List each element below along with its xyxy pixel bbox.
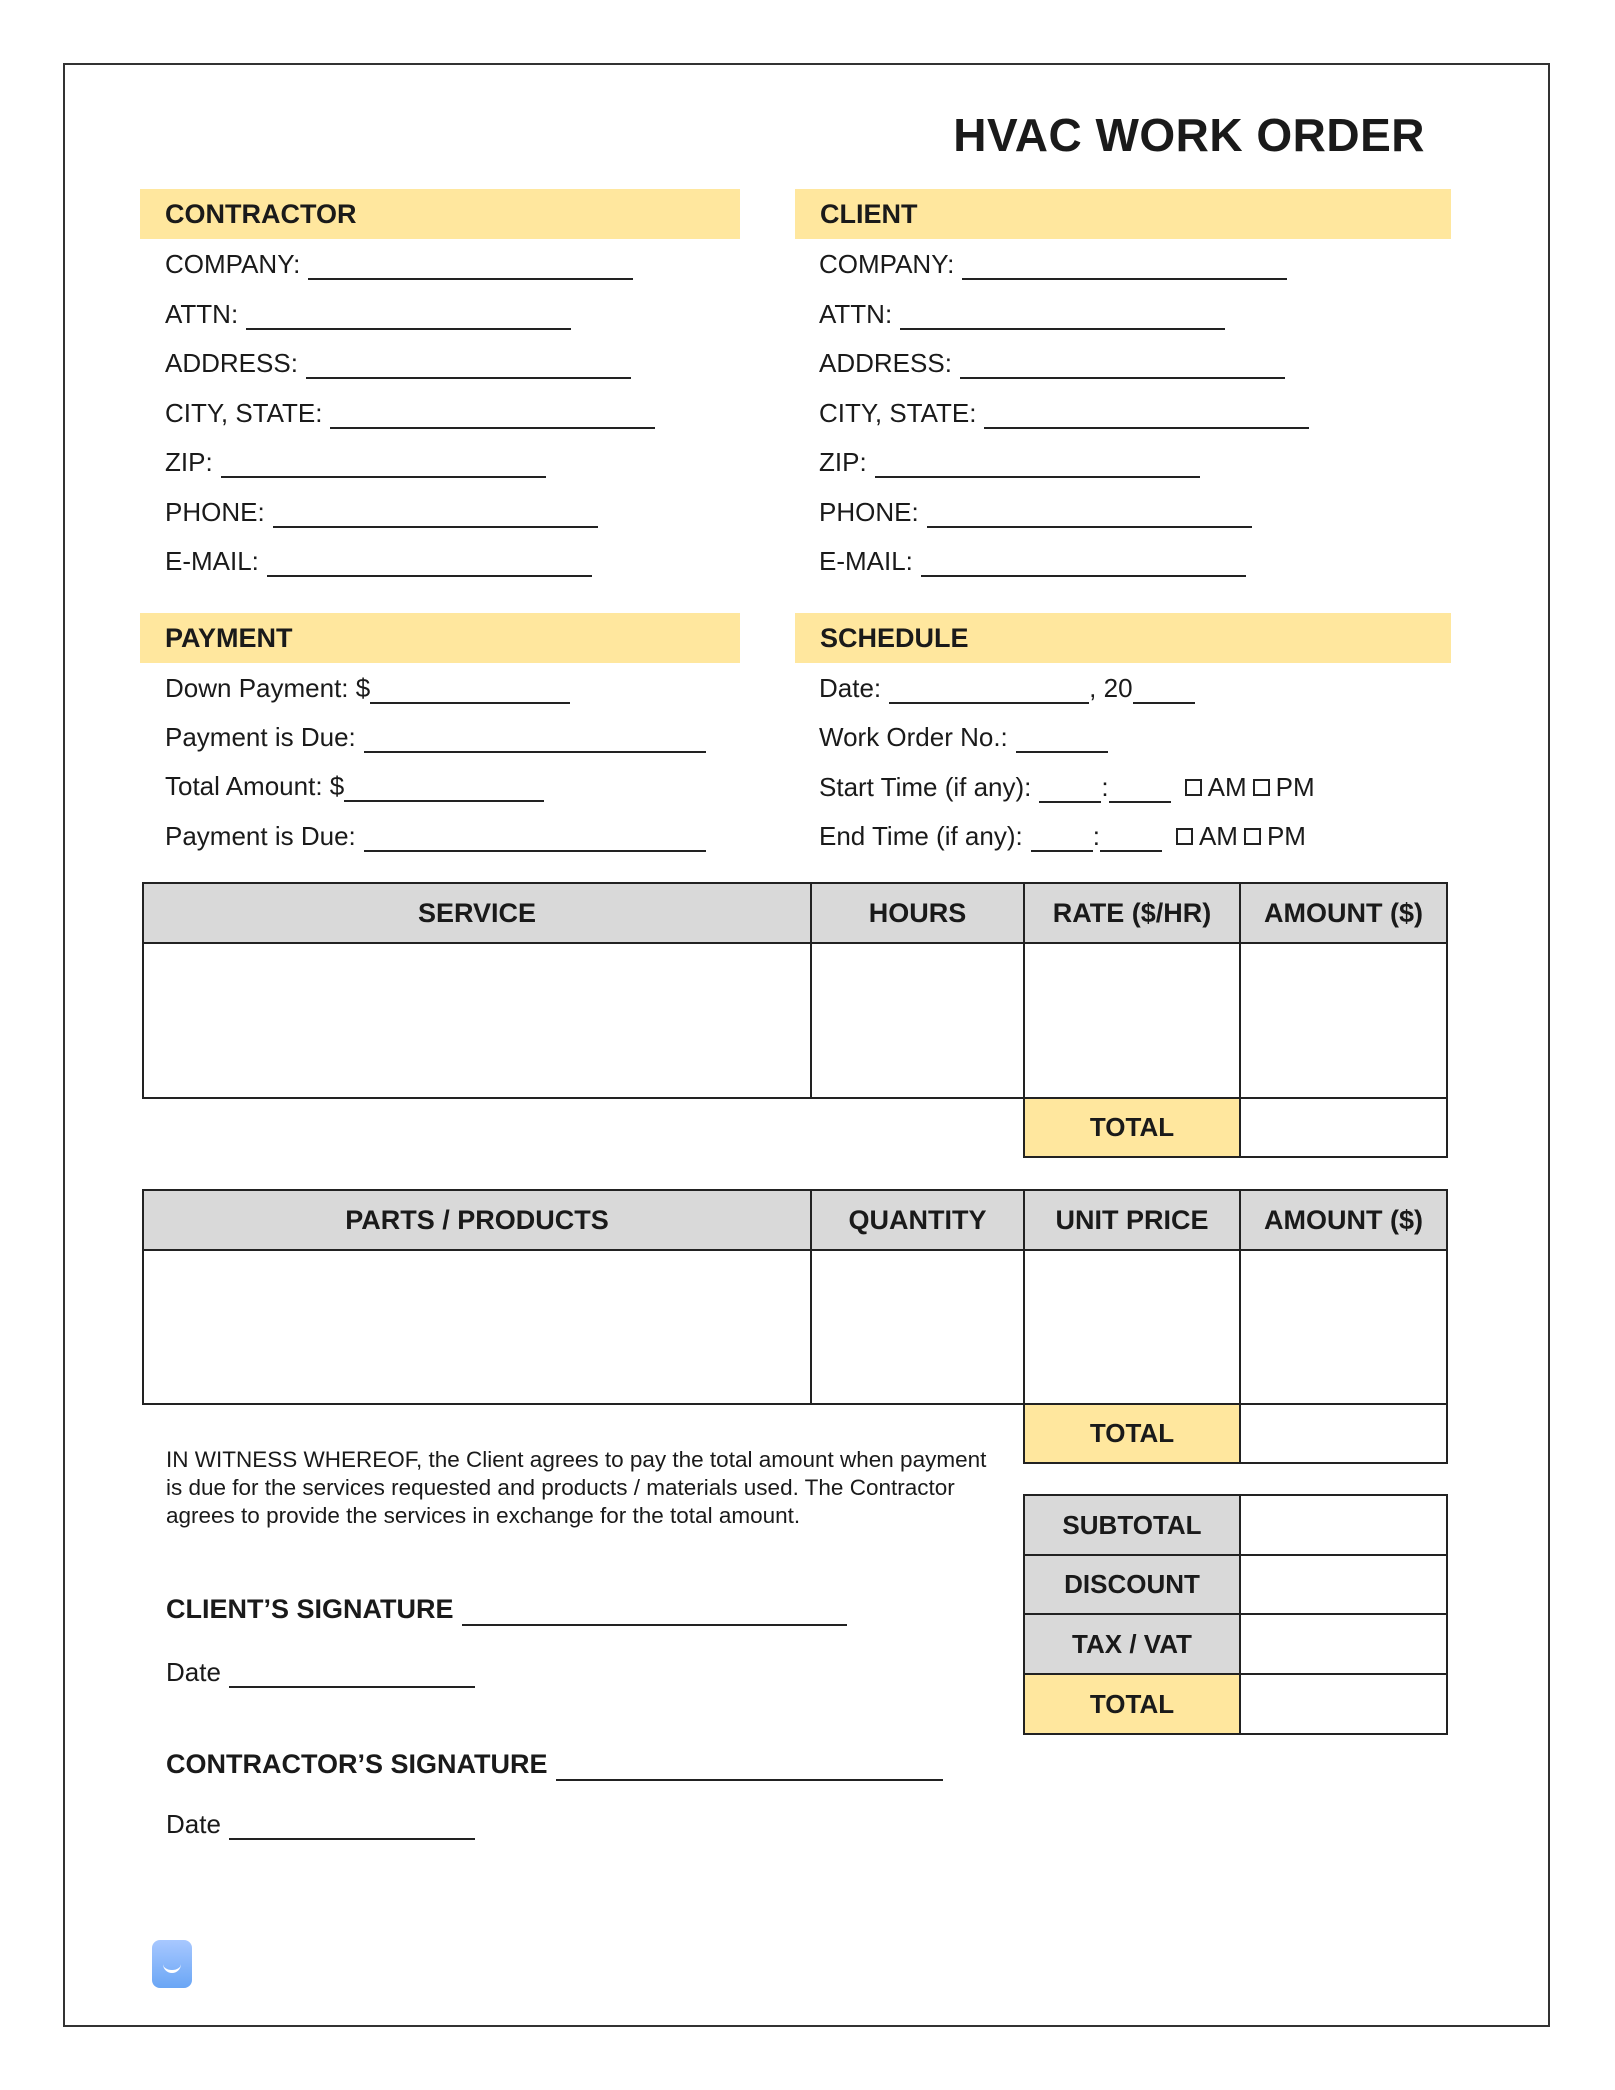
payment-due-field-1[interactable] xyxy=(165,721,706,753)
year-prefix: , 20 xyxy=(1089,673,1133,703)
field-label: COMPANY: xyxy=(165,249,301,279)
field-label: Date: xyxy=(819,673,882,703)
field-blank[interactable] xyxy=(1016,725,1108,753)
field-label: COMPANY: xyxy=(819,249,955,279)
client-date-field[interactable] xyxy=(166,1656,475,1688)
field-blank[interactable] xyxy=(960,351,1285,379)
amount-entry-cell[interactable] xyxy=(1239,942,1448,1099)
unit-price-entry-cell[interactable] xyxy=(1023,1249,1241,1405)
time-colon: : xyxy=(1101,772,1109,802)
client-attn-field[interactable] xyxy=(819,298,1225,330)
field-blank[interactable] xyxy=(962,252,1287,280)
field-blank[interactable] xyxy=(344,774,544,802)
total-amount-field[interactable] xyxy=(165,770,544,802)
hours-header: HOURS xyxy=(810,882,1025,944)
client-address-field[interactable] xyxy=(819,347,1285,379)
am-checkbox[interactable] xyxy=(1176,828,1193,845)
field-label: ZIP: xyxy=(819,447,867,477)
end-time-field[interactable] xyxy=(819,820,1306,852)
field-label: CITY, STATE: xyxy=(165,398,323,428)
field-blank[interactable] xyxy=(273,500,598,528)
field-label: PHONE: xyxy=(165,497,265,527)
parts-total-value[interactable] xyxy=(1239,1403,1448,1464)
field-label: ADDRESS: xyxy=(819,348,952,378)
hours-entry-cell[interactable] xyxy=(810,942,1025,1099)
time-colon: : xyxy=(1092,821,1100,851)
tax-value[interactable] xyxy=(1239,1613,1448,1675)
rate-entry-cell[interactable] xyxy=(1023,942,1241,1099)
field-label: End Time (if any): xyxy=(819,821,1023,851)
quantity-header: QUANTITY xyxy=(810,1189,1025,1251)
field-label: E-MAIL: xyxy=(165,546,259,576)
field-label: Work Order No.: xyxy=(819,722,1008,752)
field-blank[interactable] xyxy=(921,549,1246,577)
field-blank[interactable] xyxy=(246,302,571,330)
minute-blank[interactable] xyxy=(1100,824,1162,852)
client-heading: CLIENT xyxy=(795,189,1451,239)
field-blank[interactable] xyxy=(306,351,631,379)
field-blank[interactable] xyxy=(308,252,633,280)
field-label: ATTN: xyxy=(819,299,893,329)
services-total-label: TOTAL xyxy=(1023,1097,1241,1158)
field-blank[interactable] xyxy=(875,450,1200,478)
brand-logo-icon xyxy=(152,1940,192,1988)
client-signature-line[interactable] xyxy=(462,1598,847,1626)
down-payment-field[interactable] xyxy=(165,672,570,704)
grand-total-value[interactable] xyxy=(1239,1673,1448,1735)
field-label: ZIP: xyxy=(165,447,213,477)
hour-blank[interactable] xyxy=(1039,775,1101,803)
field-blank[interactable] xyxy=(267,549,592,577)
date-blank[interactable] xyxy=(889,676,1089,704)
field-blank[interactable] xyxy=(330,401,655,429)
parts-amount-header: AMOUNT ($) xyxy=(1239,1189,1448,1251)
service-header: SERVICE xyxy=(142,882,812,944)
field-label: Total Amount: $ xyxy=(165,771,345,801)
contractor-signature-line[interactable] xyxy=(556,1753,943,1781)
field-blank[interactable] xyxy=(221,450,546,478)
parts-total-label: TOTAL xyxy=(1023,1403,1241,1464)
subtotal-value[interactable] xyxy=(1239,1494,1448,1556)
start-time-field[interactable] xyxy=(819,771,1315,803)
contractor-phone-field[interactable] xyxy=(165,496,598,528)
document-title: HVAC WORK ORDER xyxy=(953,109,1425,161)
client-email-field[interactable] xyxy=(819,545,1246,577)
hour-blank[interactable] xyxy=(1031,824,1093,852)
amount-header: AMOUNT ($) xyxy=(1239,882,1448,944)
contractor-signature-label: CONTRACTOR’S SIGNATURE xyxy=(166,1749,548,1779)
field-label: CITY, STATE: xyxy=(819,398,977,428)
client-company-field[interactable] xyxy=(819,248,1287,280)
client-zip-field[interactable] xyxy=(819,446,1200,478)
contractor-heading: CONTRACTOR xyxy=(140,189,740,239)
service-entry-cell[interactable] xyxy=(142,942,812,1099)
am-label: AM xyxy=(1198,821,1238,851)
field-label: ADDRESS: xyxy=(165,348,298,378)
date-line[interactable] xyxy=(229,1660,475,1688)
rate-header: RATE ($/HR) xyxy=(1023,882,1241,944)
date-label: Date xyxy=(166,1809,221,1839)
quantity-entry-cell[interactable] xyxy=(810,1249,1025,1405)
minute-blank[interactable] xyxy=(1109,775,1171,803)
am-checkbox[interactable] xyxy=(1185,779,1202,796)
contractor-address-field[interactable] xyxy=(165,347,631,379)
tax-label: TAX / VAT xyxy=(1023,1613,1241,1675)
grand-total-label: TOTAL xyxy=(1023,1673,1241,1735)
field-blank[interactable] xyxy=(370,676,570,704)
contractor-date-field[interactable] xyxy=(166,1808,475,1840)
payment-due-field-2[interactable] xyxy=(165,820,706,852)
field-blank[interactable] xyxy=(900,302,1225,330)
parts-header: PARTS / PRODUCTS xyxy=(142,1189,812,1251)
contractor-email-field[interactable] xyxy=(165,545,592,577)
field-label: Start Time (if any): xyxy=(819,772,1032,802)
contractor-attn-field[interactable] xyxy=(165,298,571,330)
pm-label: PM xyxy=(1275,772,1315,802)
client-city-state-field[interactable] xyxy=(819,397,1309,429)
discount-label: DISCOUNT xyxy=(1023,1554,1241,1615)
field-label: Down Payment: $ xyxy=(165,673,371,703)
parts-amount-entry-cell[interactable] xyxy=(1239,1249,1448,1405)
client-signature-field[interactable] xyxy=(166,1592,847,1626)
year-blank[interactable] xyxy=(1133,676,1195,704)
field-blank[interactable] xyxy=(927,500,1252,528)
subtotal-label: SUBTOTAL xyxy=(1023,1494,1241,1556)
contractor-city-state-field[interactable] xyxy=(165,397,655,429)
field-blank[interactable] xyxy=(364,824,706,852)
date-line[interactable] xyxy=(229,1812,475,1840)
schedule-heading: SCHEDULE xyxy=(795,613,1451,663)
am-label: AM xyxy=(1207,772,1247,802)
field-blank[interactable] xyxy=(364,725,706,753)
field-label: ATTN: xyxy=(165,299,239,329)
parts-entry-cell[interactable] xyxy=(142,1249,812,1405)
payment-heading: PAYMENT xyxy=(140,613,740,663)
field-label: PHONE: xyxy=(819,497,919,527)
pm-checkbox[interactable] xyxy=(1253,779,1270,796)
work-order-no-field[interactable] xyxy=(819,721,1108,753)
pm-checkbox[interactable] xyxy=(1244,828,1261,845)
field-label: Payment is Due: xyxy=(165,722,356,752)
client-phone-field[interactable] xyxy=(819,496,1252,528)
witness-paragraph: IN WITNESS WHEREOF, the Client agrees to pay the total amount when payment is due for the services requested and products / materials used. The Contractor agrees to provide the services in exchange for the total amount. xyxy=(166,1447,987,1528)
schedule-date-field[interactable] xyxy=(819,672,1195,704)
field-blank[interactable] xyxy=(984,401,1309,429)
field-label: Payment is Due: xyxy=(165,821,356,851)
contractor-company-field[interactable] xyxy=(165,248,633,280)
field-label: E-MAIL: xyxy=(819,546,913,576)
contractor-signature-field[interactable] xyxy=(166,1747,943,1781)
contractor-zip-field[interactable] xyxy=(165,446,546,478)
discount-value[interactable] xyxy=(1239,1554,1448,1615)
unit-price-header: UNIT PRICE xyxy=(1023,1189,1241,1251)
pm-label: PM xyxy=(1266,821,1306,851)
date-label: Date xyxy=(166,1657,221,1687)
client-signature-label: CLIENT’S SIGNATURE xyxy=(166,1594,454,1624)
services-total-value[interactable] xyxy=(1239,1097,1448,1158)
